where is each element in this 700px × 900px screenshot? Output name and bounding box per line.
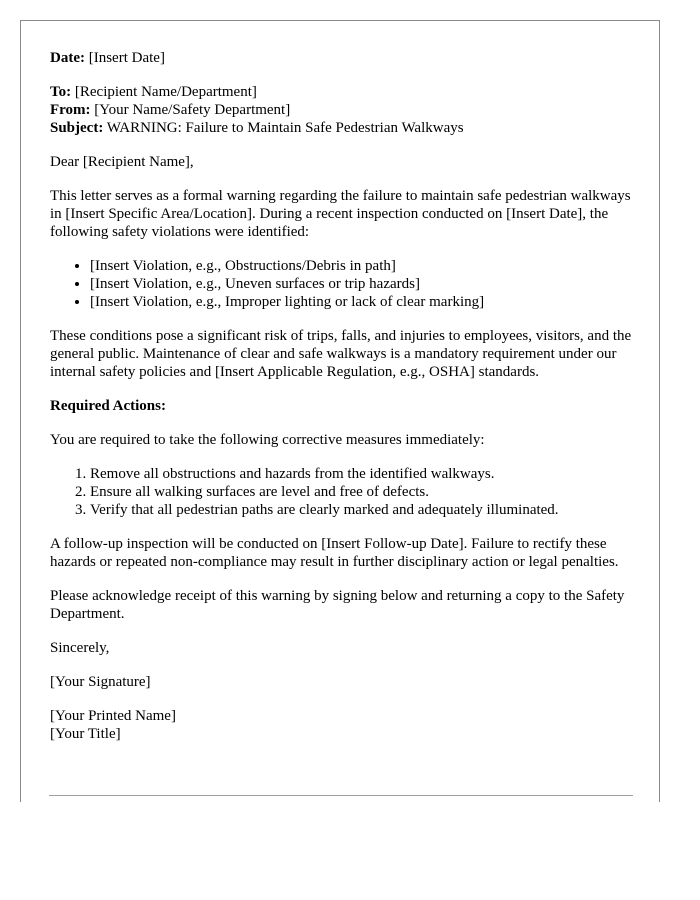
violation-item: • [Insert Violation, e.g., Uneven surfaces or trip hazards] xyxy=(90,275,634,293)
to-value: [Recipient Name/Department] xyxy=(71,84,257,100)
date-value: [Insert Date] xyxy=(84,50,165,66)
printed-name: [Your Printed Name] xyxy=(50,708,176,724)
date-block xyxy=(50,49,634,67)
risk-paragraph: These conditions pose a significant risk of trips, falls, and injuries to employees, visitors, and the general public. Maintenance of clear and safe walkways is a mandatory requirement under our internal safety policies and [Insert Applicable Regulation, e.g., OSHA] standards. xyxy=(50,328,632,380)
intro-paragraph: This letter serves as a formal warning regarding the failure to maintain safe pedestrian walkways in [Insert Specific Area/Location]. During a recent inspection conducted on [Insert Date], the following safety violations were identified: xyxy=(50,188,631,240)
signer-title: [Your Title] xyxy=(50,726,121,742)
address-block xyxy=(50,83,634,137)
to-line xyxy=(50,83,634,101)
acknowledge-paragraph: Please acknowledge receipt of this warning by signing below and returning a copy to the Safety Department. xyxy=(50,588,625,622)
from-label: From: xyxy=(50,102,91,118)
salutation: Dear [Recipient Name], xyxy=(50,154,194,170)
letter-body xyxy=(50,49,634,743)
actions-list xyxy=(50,465,634,519)
followup-paragraph: A follow-up inspection will be conducted on [Insert Follow-up Date]. Failure to rectify these hazards or repeated non-compliance may result in further disciplinary action or legal penalties. xyxy=(50,536,619,570)
signer-block xyxy=(50,707,634,743)
actions-intro: You are required to take the following corrective measures immediately: xyxy=(50,432,485,448)
subject-value: WARNING: Failure to Maintain Safe Pedestrian Walkways xyxy=(103,120,464,136)
to-label: To: xyxy=(50,84,72,100)
date-label: Date: xyxy=(50,50,85,66)
violation-item: • [Insert Violation, e.g., Improper lighting or lack of clear marking] xyxy=(90,293,634,311)
signature-placeholder: [Your Signature] xyxy=(50,674,151,690)
action-item: 1. Remove all obstructions and hazards from the identified walkways. xyxy=(90,465,634,483)
subject-line xyxy=(50,119,634,137)
from-line xyxy=(50,101,634,119)
closing: Sincerely, xyxy=(50,640,110,656)
violation-item: • [Insert Violation, e.g., Obstructions/Debris in path] xyxy=(90,257,634,275)
action-item: 3. Verify that all pedestrian paths are clearly marked and adequately illuminated. xyxy=(90,501,634,519)
subject-label: Subject: xyxy=(50,120,104,136)
action-item: 2. Ensure all walking surfaces are level and free of defects. xyxy=(90,483,634,501)
date-line xyxy=(50,49,634,67)
letter-page xyxy=(20,20,660,802)
footer-divider xyxy=(49,795,633,796)
from-value: [Your Name/Safety Department] xyxy=(90,102,291,118)
violations-list xyxy=(50,257,634,311)
required-actions-heading: Required Actions: xyxy=(50,398,166,414)
